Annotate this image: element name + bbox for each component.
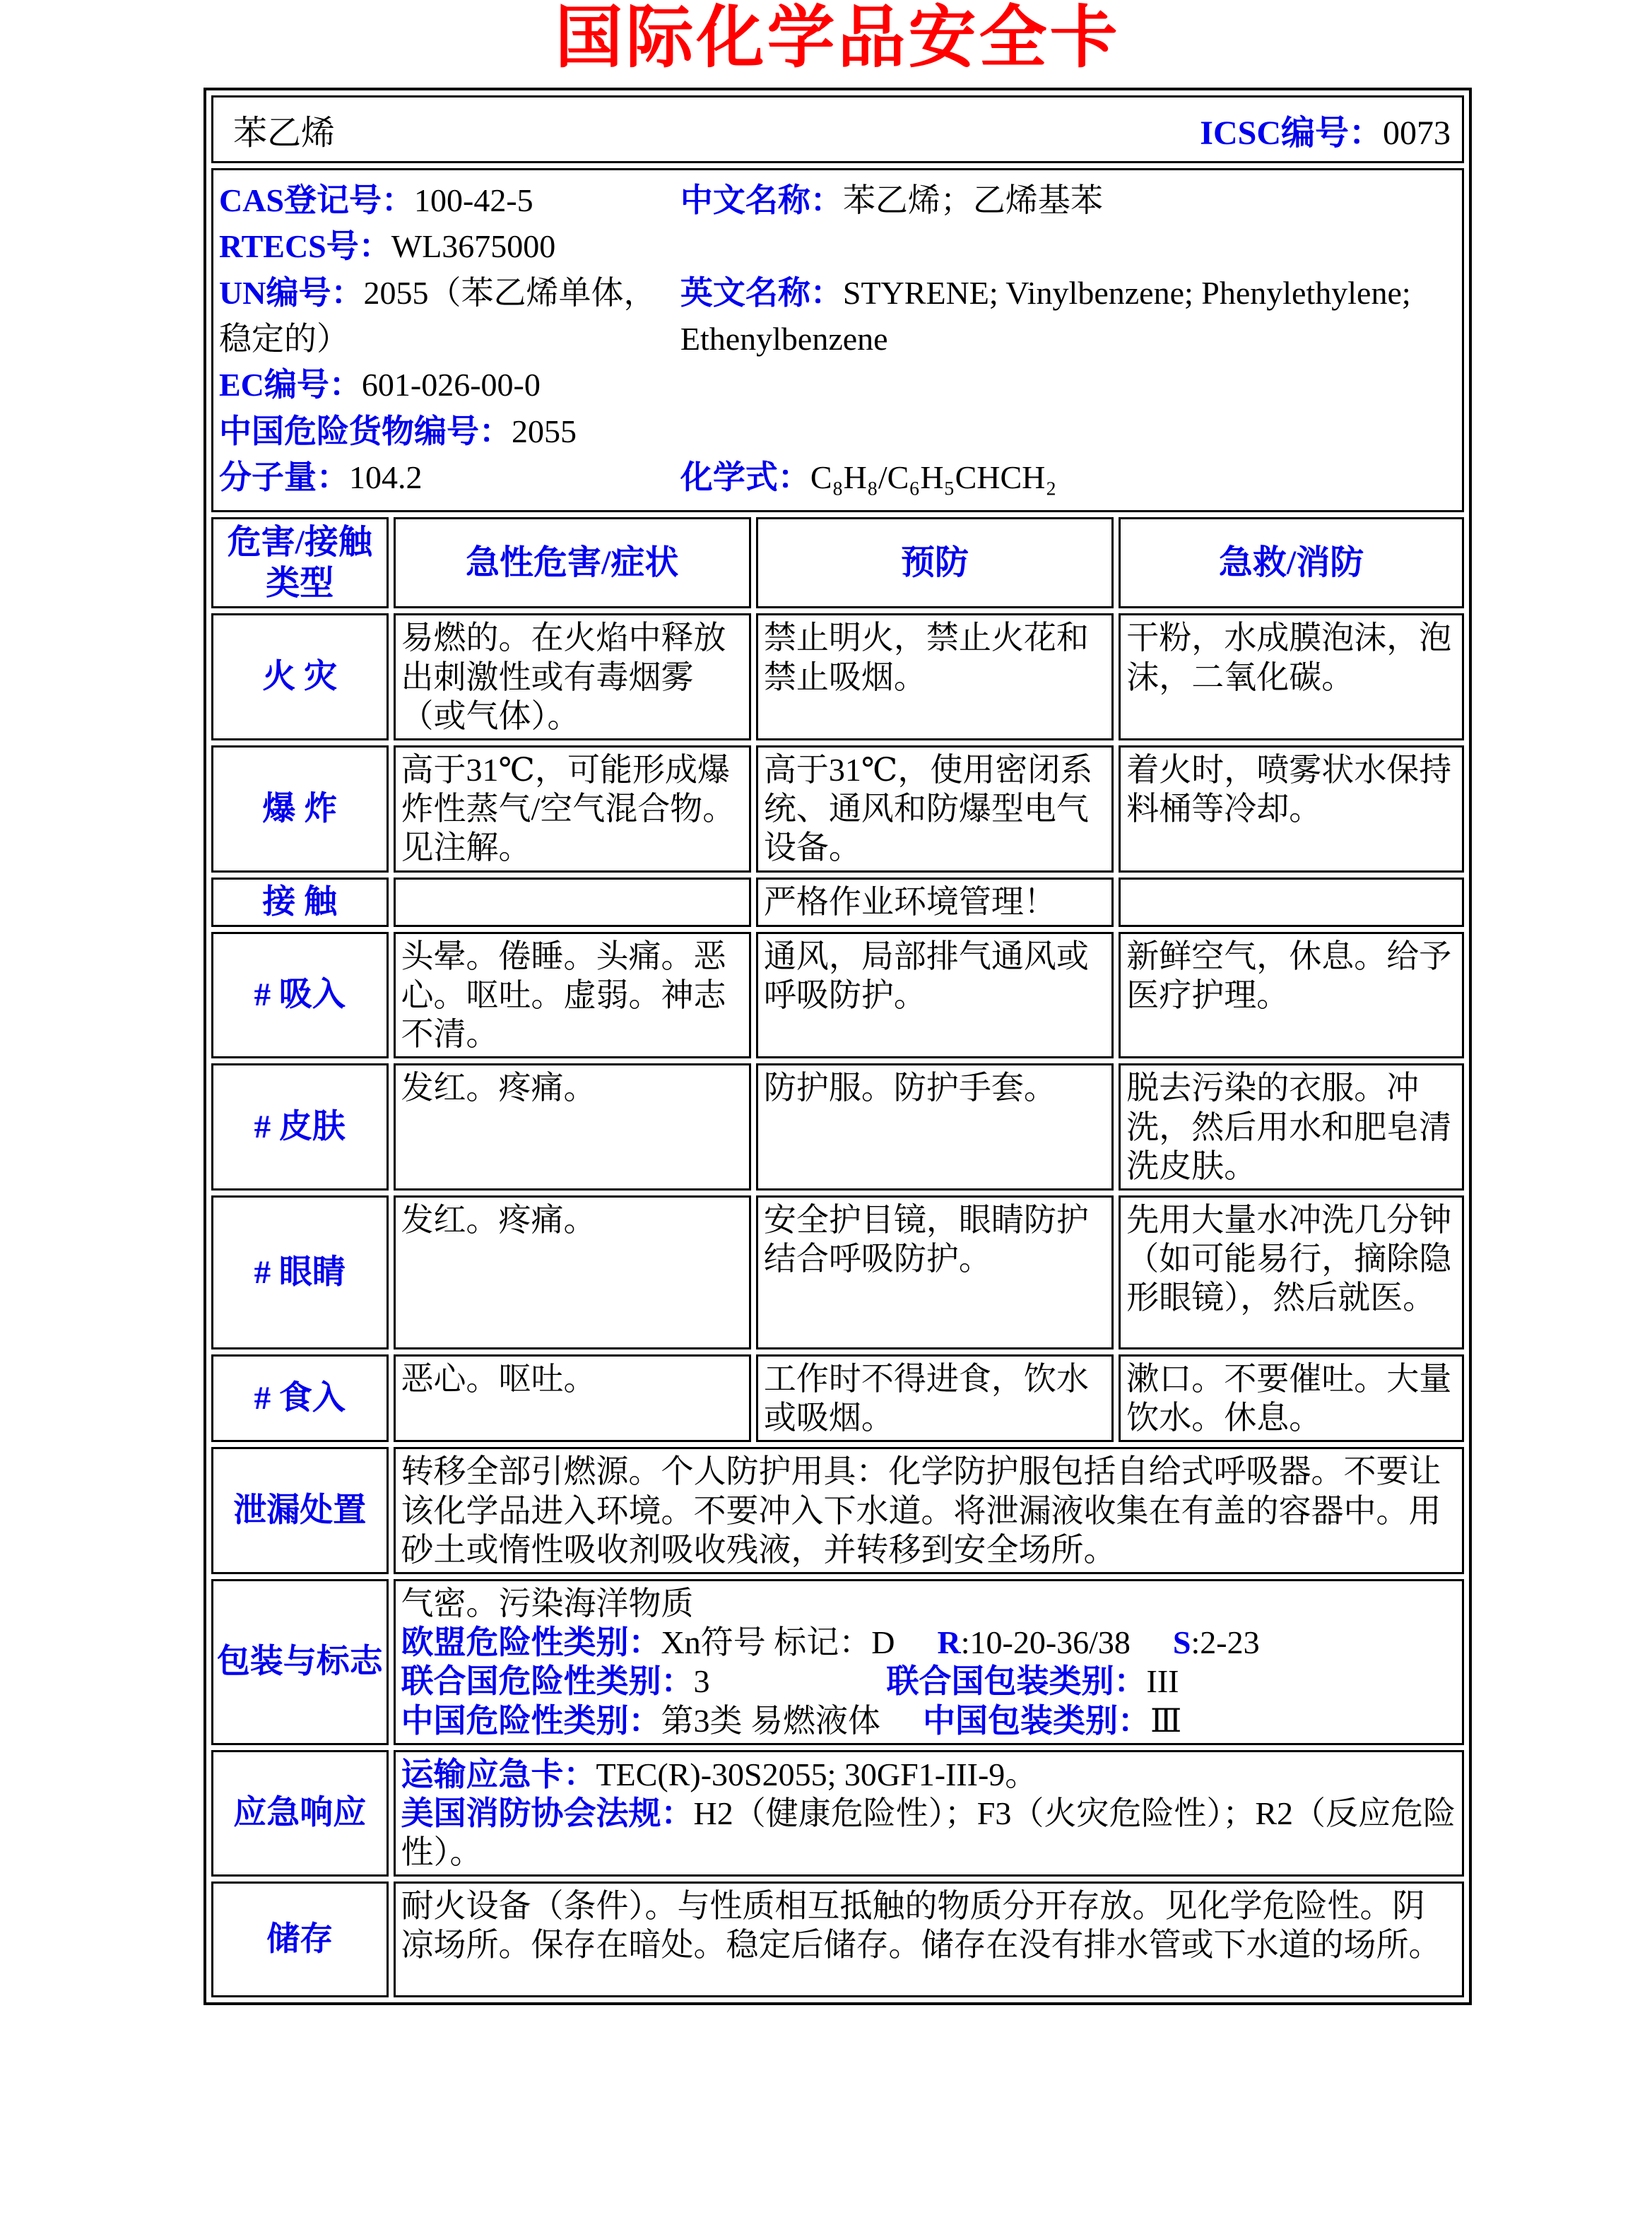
r-phrase-label: R [937,1624,961,1661]
row-eyes-first-aid: 先用大量水冲洗几分钟（如可能易行，摘除隐形眼镜），然后就医。 [1119,1195,1464,1349]
formula-label: 化学式： [680,459,810,495]
substance-name: 苯乙烯 [233,114,336,152]
row-fire-label: 火 灾 [211,613,389,740]
row-eyes-label: # 眼睛 [211,1195,389,1349]
un-number-label: UN编号： [219,274,364,311]
card-outer-frame [203,88,1472,2005]
header-hazard-type: 危害/接触类型 [211,517,389,608]
header-prevention: 预防 [756,517,1114,608]
emergency-label: 应急响应 [211,1750,389,1877]
row-explosion-symptoms: 高于31℃，可能形成爆炸性蒸气/空气混合物。见注解。 [394,745,751,873]
cn-class-value: 第3类 易燃液体 [661,1702,881,1739]
row-inhalation-prevention: 通风，局部排气通风或呼吸防护。 [756,932,1114,1059]
id-row-ec [219,362,1459,408]
cn-class-label: 中国危险性类别： [401,1702,661,1739]
english-name-value: STYRENE; Vinylbenzene; Phenylethylene; Ethenylbenzene [680,274,1411,357]
ec-number-label: EC编号： [219,367,362,403]
packaging-line1: 气密。污染海洋物质 [401,1585,694,1621]
row-fire [211,613,1464,740]
name-row [211,95,1464,163]
molecular-weight-label: 分子量： [219,459,349,495]
hazard-header-row [211,517,1464,608]
rtecs-value: WL3675000 [391,228,556,265]
row-fire-first-aid: 干粉，水成膜泡沫，泡沫，二氧化碳。 [1119,613,1464,740]
header-symptoms: 急性危害/症状 [394,517,751,608]
cas-value: 100-42-5 [414,182,533,218]
packaging-line-eu [401,1623,1456,1662]
row-skin-label: # 皮肤 [211,1063,389,1191]
un-class-label: 联合国危险性类别： [401,1663,694,1700]
packaging-line-cn [401,1701,1456,1740]
transport-card-label: 运输应急卡： [401,1756,596,1792]
row-emergency [211,1750,1464,1877]
nfpa-line [401,1795,1456,1870]
identification-box [211,168,1464,512]
cn-pack-value: Ⅲ [1150,1702,1182,1739]
storage-label: 储存 [211,1882,389,1997]
row-eyes-symptoms: 发红。疼痛。 [394,1195,751,1349]
cas-label: CAS登记号： [219,182,415,218]
chinese-name-value: 苯乙烯；乙烯基苯 [842,182,1103,218]
row-storage [211,1882,1464,1997]
row-skin-first-aid: 脱去污染的衣服。冲洗，然后用水和肥皂清洗皮肤。 [1119,1063,1464,1191]
row-skin [211,1063,1464,1191]
nfpa-value: H2（健康危险性）；F3（火灾危险性）；R2（反应危险性）。 [401,1795,1456,1871]
row-explosion-first-aid: 着火时，喷雾状水保持料桶等冷却。 [1119,745,1464,873]
row-inhalation [211,932,1464,1059]
molecular-weight-value: 104.2 [349,459,423,495]
r-phrase-value: :10-20-36/38 [960,1624,1131,1661]
row-eyes [211,1195,1464,1349]
rtecs-label: RTECS号： [219,228,391,265]
packaging-content [394,1579,1464,1745]
packaging-line-un [401,1662,1456,1701]
page-title: 国际化学品安全卡 [555,0,1121,76]
row-exposure-label: 接 触 [211,878,389,927]
ec-number-value: 601-026-00-0 [361,367,541,403]
id-row-molweight [219,454,1459,500]
row-ingestion-label: # 食入 [211,1354,389,1442]
un-pack-label: 联合国包装类别： [886,1663,1147,1700]
id-row-cas [219,177,1459,223]
row-exposure-prevention: 严格作业环境管理！ [756,878,1114,927]
row-ingestion-symptoms: 恶心。呕吐。 [394,1354,751,1442]
s-phrase-value: :2-23 [1191,1624,1260,1661]
china-dg-number-value: 2055 [512,413,577,449]
eu-class-value: Xn符号 标记：D [661,1624,895,1661]
row-spill-disposal [211,1447,1464,1574]
china-dg-number-label: 中国危险货物编号： [219,413,512,449]
formula-value: C₈H₈/C₆H₅CHCH₂ [810,459,1057,495]
s-phrase-label: S [1172,1624,1191,1661]
header-first-aid: 急救/消防 [1119,517,1464,608]
row-explosion [211,745,1464,873]
row-inhalation-label: # 吸入 [211,932,389,1059]
row-eyes-prevention: 安全护目镜，眼睛防护结合呼吸防护。 [756,1195,1114,1349]
icsc-number: 0073 [1383,114,1451,152]
id-row-un [219,270,1459,362]
chinese-name-label: 中文名称： [680,182,843,218]
un-pack-value: III [1146,1663,1179,1700]
row-packaging [211,1579,1464,1745]
row-exposure [211,878,1464,927]
row-ingestion-prevention: 工作时不得进食，饮水或吸烟。 [756,1354,1114,1442]
english-name-label: 英文名称： [680,274,843,311]
row-exposure-first-aid [1119,878,1464,927]
nfpa-label: 美国消防协会法规： [401,1795,694,1831]
row-ingestion-first-aid: 漱口。不要催吐。大量饮水。休息。 [1119,1354,1464,1442]
eu-class-label: 欧盟危险性类别： [401,1624,661,1661]
row-fire-prevention: 禁止明火，禁止火花和禁止吸烟。 [756,613,1114,740]
row-ingestion [211,1354,1464,1442]
storage-text: 耐火设备（条件）。与性质相互抵触的物质分开存放。见化学危险性。阴凉场所。保存在暗处。稳定后储存。储存在没有排水管或下水道的场所。 [394,1882,1464,1997]
icsc-number-group [1200,105,1451,154]
row-skin-prevention: 防护服。防护手套。 [756,1063,1114,1191]
un-class-value: 3 [693,1663,710,1700]
row-inhalation-first-aid: 新鲜空气，休息。给予医疗护理。 [1119,932,1464,1059]
row-skin-symptoms: 发红。疼痛。 [394,1063,751,1191]
spill-label: 泄漏处置 [211,1447,389,1574]
id-row-china-dg [219,408,1459,454]
transport-card-line [401,1755,1456,1794]
cn-pack-label: 中国包装类别： [923,1702,1151,1739]
emergency-content [394,1750,1464,1877]
un-number-value: 2055（苯乙烯单体，稳定的） [219,274,656,357]
row-fire-symptoms: 易燃的。在火焰中释放出刺激性或有毒烟雾（或气体）。 [394,613,751,740]
row-exposure-symptoms [394,878,751,927]
row-explosion-label: 爆 炸 [211,745,389,873]
id-row-rtecs [219,223,1459,269]
spill-text: 转移全部引燃源。个人防护用具：化学防护服包括自给式呼吸器。不要让该化学品进入环境。不要冲入下水道。将泄漏液收集在有盖的容器中。用砂土或惰性吸收剂吸收残液，并转移到安全场所。 [394,1447,1464,1574]
row-inhalation-symptoms: 头晕。倦睡。头痛。恶心。呕吐。虚弱。神志不清。 [394,932,751,1059]
row-explosion-prevention: 高于31℃，使用密闭系统、通风和防爆型电气设备。 [756,745,1114,873]
packaging-label: 包装与标志 [211,1579,389,1745]
safety-card-document [203,0,1472,2005]
icsc-label: ICSC编号： [1200,114,1383,152]
transport-card-value: TEC(R)-30S2055; 30GF1-III-9。 [596,1756,1038,1792]
